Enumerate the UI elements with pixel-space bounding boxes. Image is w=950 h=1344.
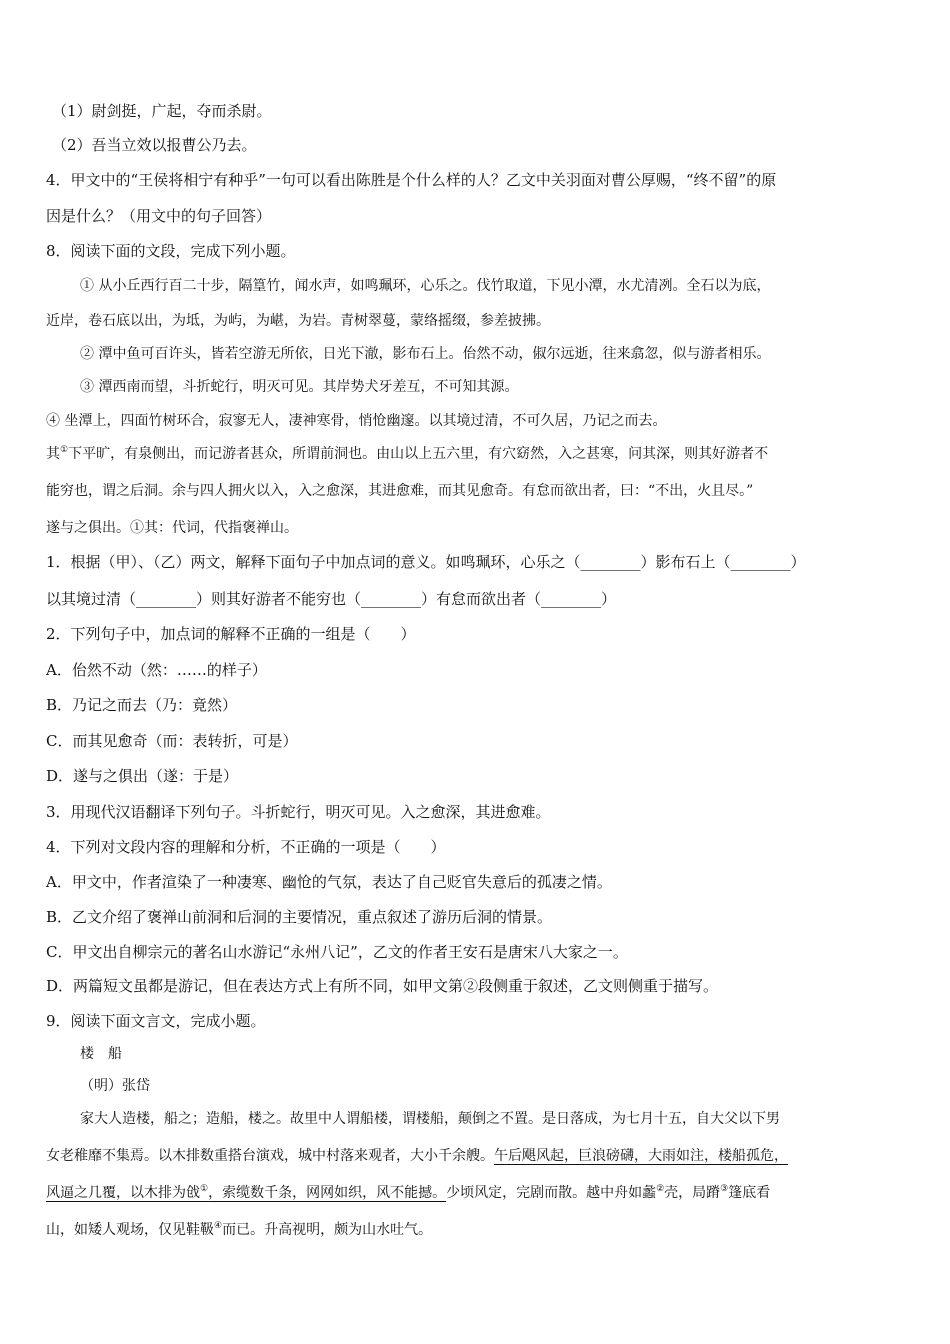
question-3-item-1: （1）尉剑挺，广起，夺而杀尉。 [52, 102, 272, 120]
passage-b-line-2: 能穷也，谓之后洞。余与四人拥火以入，入之愈深，其进愈难，而其见愈奇。有怠而欲出者，曰：“不出，火且尽。” [46, 483, 754, 499]
passage-a-paragraph-4: ④ 坐潭上，四面竹树环合，寂寥无人，凄神寒骨，悄怆幽邃。以其境过清，不可久居，乃记之而去。 [46, 413, 667, 429]
passage-author: （明）张岱 [80, 1078, 150, 1094]
subquestion-2-option-b: B．乃记之而去（乃：竟然） [46, 696, 238, 714]
underlined-text: ，索缆数千条，网网如织，风不能撼。 [208, 1185, 447, 1201]
underlined-sentence: 午后飓风起，巨浪磅礴，大雨如注，楼船孤危， [494, 1148, 788, 1164]
subquestion-2-option-a: A．佁然不动（然：……的样子） [46, 661, 267, 679]
subquestion-4-option-d: D．两篇短文虽都是游记，但在表达方式上有所不同，如甲文第②段侧重于叙述，乙文则侧重于描写。 [46, 977, 719, 995]
lou-chuan-text: 而已。升高视明，颇为山水吐气。 [222, 1222, 433, 1238]
passage-b-text: 下平旷，有泉侧出，而记游者甚众，所谓前洞也。由山以上五六里，有穴窈然，入之甚寒，问其深，则其好游者不 [68, 446, 769, 462]
lou-chuan-text: 壳，局蹐 [664, 1185, 721, 1201]
subquestion-2-option-d: D．遂与之俱出（遂：于是） [46, 767, 239, 785]
lou-chuan-text: 篷底看 [728, 1185, 771, 1201]
footnote-marker: ④ [214, 1221, 223, 1231]
lou-chuan-line-3 [46, 1183, 770, 1203]
subquestion-4-option-b: B．乙文介绍了褒禅山前洞和后洞的主要情况，重点叙述了游历后洞的情景。 [46, 908, 553, 926]
footnote-marker: ① [200, 1184, 209, 1194]
question-8-heading: 8．阅读下面的文段，完成下列小题。 [46, 242, 296, 260]
subquestion-2-stem: 2．下列句子中，加点词的解释不正确的一组是（ ） [46, 625, 416, 643]
lou-chuan-text: 山，如矮人观场，仅见鞋靸 [46, 1222, 214, 1238]
lou-chuan-text: 女老稚靡不集焉。以木排数重搭台演戏，城中村落来观者，大小千余艘。 [46, 1148, 494, 1164]
passage-a-paragraph-1-line-2: 近岸，卷石底以出，为坻，为屿，为嵁，为岩。青树翠蔓，蒙络摇缀，参差披拂。 [46, 313, 550, 329]
passage-b-line-3: 遂与之俱出。①其：代词，代指褒禅山。 [46, 520, 298, 536]
passage-title: 楼 船 [80, 1046, 122, 1062]
question-4-line-1: 4．甲文中的“王侯将相宁有种乎”一句可以看出陈胜是个什么样的人？乙文中关羽面对曹公厚赐，“终不留”的原 [46, 171, 777, 189]
lou-chuan-line-4 [46, 1220, 432, 1240]
lou-chuan-line-1: 家大人造楼，船之；造船，楼之。故里中人谓船楼，谓楼船，颠倒之不置。是日落成，为七月十五，自大父以下男 [80, 1111, 780, 1127]
passage-a-paragraph-2: ② 潭中鱼可百许头，皆若空游无所依，日光下澈，影布石上。佁然不动，俶尔远逝，往来翕忽，似与游者相乐。 [80, 346, 771, 362]
lou-chuan-line-2 [46, 1146, 788, 1166]
footnote-marker: ① [60, 445, 69, 455]
question-4-line-2: 因是什么？（用文中的句子回答） [46, 207, 272, 225]
underlined-text: 风逼之几覆，以木排为戗 [46, 1185, 200, 1201]
subquestion-1-line-1: 1．根据（甲）、（乙）两文，解释下面句子中加点词的意义。如鸣珮环，心乐之（________）影布石上（________） [46, 553, 806, 571]
subquestion-2-option-c: C．而其见愈奇（而：表转折，可是） [46, 732, 298, 750]
footnote-marker: ② [656, 1184, 665, 1194]
lou-chuan-text: 少顷风定，完剧而散。越中舟如蠡 [446, 1185, 657, 1201]
passage-b-line-1 [46, 444, 768, 464]
subquestion-3-stem: 3．用现代汉语翻译下列句子。斗折蛇行，明灭可见。入之愈深，其进愈难。 [46, 803, 551, 821]
question-3-item-2: （2）吾当立效以报曹公乃去。 [52, 136, 257, 154]
footnote-marker: ③ [720, 1184, 729, 1194]
question-9-heading: 9．阅读下面文言文，完成小题。 [46, 1012, 266, 1030]
subquestion-4-option-a: A．甲文中，作者渲染了一种凄寒、幽怆的气氛，表达了自己贬官失意后的孤凄之情。 [46, 873, 612, 891]
passage-b-text: 其 [46, 446, 60, 462]
subquestion-1-line-2: 以其境过清（________）则其好游者不能穷也（________）有怠而欲出者（________） [46, 590, 617, 608]
passage-a-paragraph-3: ③ 潭西南而望，斗折蛇行，明灭可见。其岸势犬牙差互，不可知其源。 [80, 379, 519, 395]
subquestion-4-option-c: C．甲文出自柳宗元的著名山水游记“永州八记”，乙文的作者王安石是唐宋八大家之一。 [46, 943, 628, 961]
underlined-sentence [46, 1185, 446, 1201]
subquestion-4-stem: 4．下列对文段内容的理解和分析，不正确的一项是（ ） [46, 838, 446, 856]
passage-a-paragraph-1-line-1: ① 从小丘西行百二十步，隔篁竹，闻水声，如鸣珮环，心乐之。伐竹取道，下见小潭，水尤清冽。全石以为底， [80, 278, 771, 294]
